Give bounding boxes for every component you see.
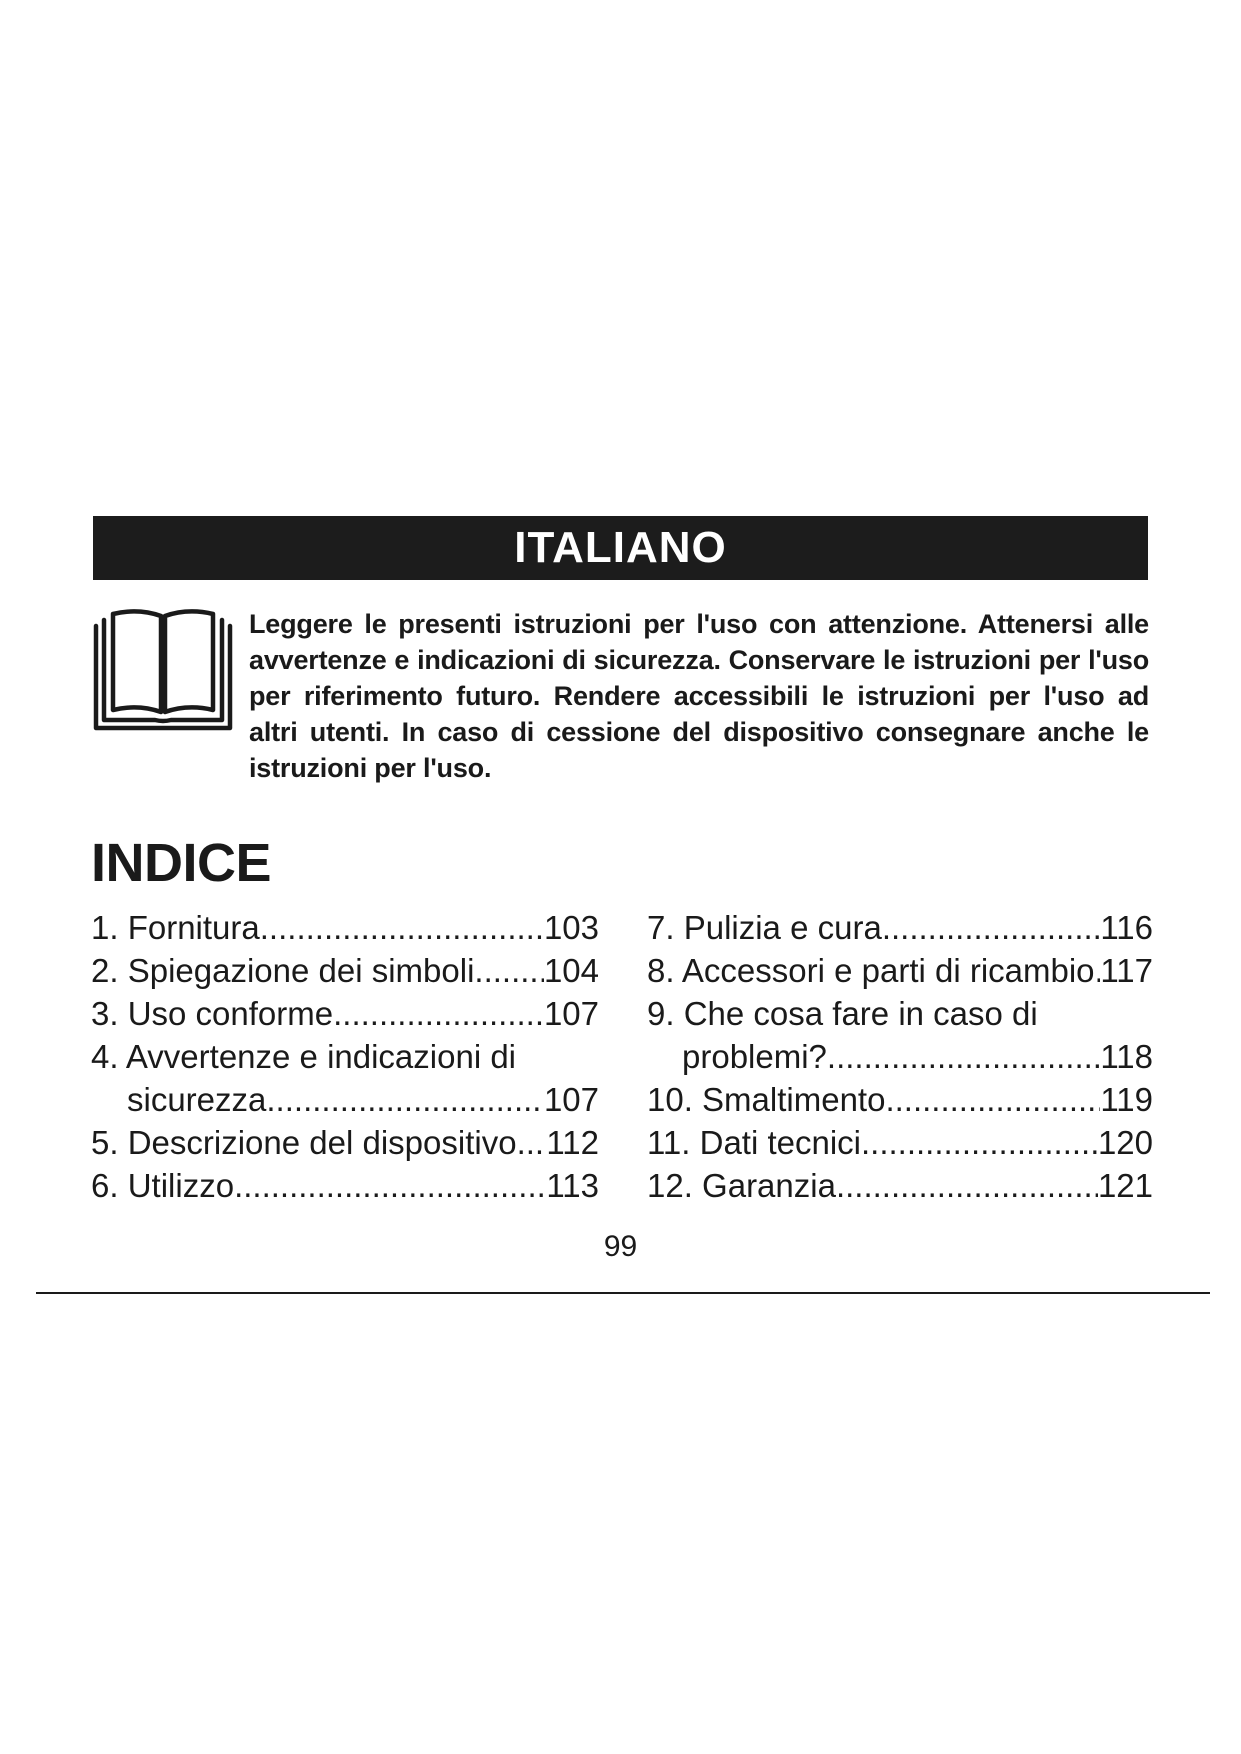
- index-title: INDICE: [91, 833, 272, 893]
- toc-number: 3.: [91, 995, 119, 1032]
- toc-entry-avvertenze: [91, 1035, 599, 1121]
- toc-page: 103: [543, 909, 599, 946]
- toc-label: Accessori e parti di ricambio: [681, 952, 1095, 989]
- toc-entry-fornitura: [91, 906, 599, 949]
- toc-page: 117: [1100, 952, 1153, 989]
- toc-label: Utilizzo: [127, 1167, 235, 1204]
- toc-page: 118: [1100, 1038, 1153, 1075]
- toc-entry-dati-tecnici: [647, 1121, 1153, 1164]
- toc-label: Pulizia e cura: [683, 909, 882, 946]
- toc-label: Avvertenze e indicazioni di: [125, 1038, 517, 1075]
- toc-entry-uso-conforme: [91, 992, 599, 1035]
- toc-label-continued: problemi?: [682, 1038, 827, 1075]
- toc-page: 113: [546, 1167, 599, 1204]
- language-banner: [93, 516, 1148, 580]
- toc-number: 8.: [647, 952, 675, 989]
- toc-label: Dati tecnici: [699, 1124, 861, 1161]
- toc-entry-spiegazione-simboli: [91, 949, 599, 992]
- toc-page: 119: [1100, 1081, 1153, 1118]
- toc-left-column: [91, 906, 599, 1207]
- open-book-icon: [93, 606, 233, 732]
- toc-label: Smaltimento: [702, 1081, 886, 1118]
- page-number: 99: [603, 1230, 638, 1263]
- toc-page: 107: [543, 995, 599, 1032]
- toc-number: 5.: [91, 1124, 119, 1161]
- toc-entry-utilizzo: [91, 1164, 599, 1207]
- toc-page: 121: [1097, 1167, 1153, 1204]
- toc-page: 104: [543, 952, 599, 989]
- footer-divider: [36, 1292, 1210, 1294]
- toc-page: 112: [546, 1124, 599, 1161]
- toc-number: 6.: [91, 1167, 119, 1204]
- toc-label: Descrizione del dispositivo: [127, 1124, 517, 1161]
- toc-number: 2.: [91, 952, 119, 989]
- toc-entry-smaltimento: [647, 1078, 1153, 1121]
- toc-number: 10.: [647, 1081, 693, 1118]
- toc-page: 107: [543, 1081, 599, 1118]
- language-title: ITALIANO: [514, 523, 727, 572]
- toc-right-column: [647, 906, 1153, 1207]
- toc-label: Garanzia: [702, 1167, 836, 1204]
- intro-text: Leggere le presenti istruzioni per l'uso con attenzione. Attenersi alle avvertenze e indicazioni di sicurezza. Conservare le istruzioni per l'uso per riferimento futuro. Rendere accessibili le istruzioni per l'uso ad altri utenti. In caso di cessione del dispositivo consegnare anche le istruzioni per l'uso.: [249, 609, 1149, 783]
- toc-number: 1.: [91, 909, 119, 946]
- toc-label: Uso conforme: [127, 995, 334, 1032]
- toc-number: 12.: [647, 1167, 693, 1204]
- toc-entry-garanzia: [647, 1164, 1153, 1207]
- toc-entry-problemi: [647, 992, 1153, 1078]
- toc-entry-accessori: [647, 949, 1153, 992]
- toc-number: 4.: [91, 1038, 119, 1075]
- toc-number: 9.: [647, 995, 675, 1032]
- toc-entry-descrizione: [91, 1121, 599, 1164]
- toc-label: Che cosa fare in caso di: [683, 995, 1038, 1032]
- toc-number: 7.: [647, 909, 675, 946]
- toc-number: 11.: [647, 1124, 691, 1161]
- toc-entry-pulizia: [647, 906, 1153, 949]
- toc-label: Spiegazione dei simboli: [127, 952, 475, 989]
- toc-page: 116: [1100, 909, 1153, 946]
- toc-label-continued: sicurezza: [127, 1081, 267, 1118]
- toc-page: 120: [1097, 1124, 1153, 1161]
- toc-label: Fornitura: [127, 909, 260, 946]
